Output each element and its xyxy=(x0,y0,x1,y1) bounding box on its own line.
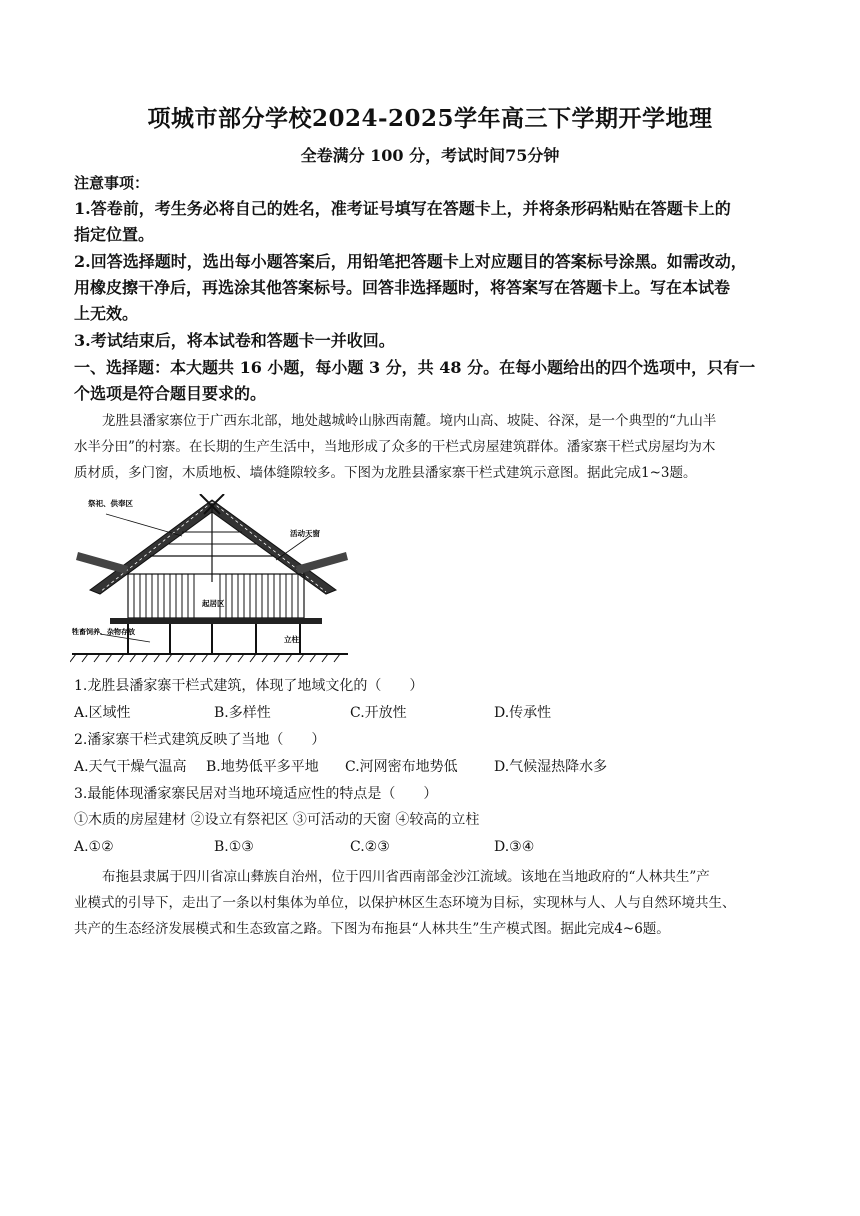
question-1-option-b: B.多样性 xyxy=(214,705,271,721)
passage-1-line-2: 水半分田”的村寨。在长期的生产生活中，当地形成了众多的干栏式房屋建筑群体。潘家寨干栏式房屋均为木 xyxy=(74,439,716,455)
notice-heading: 注意事项： xyxy=(74,174,150,192)
question-1-option-c: C.开放性 xyxy=(350,705,407,721)
question-2-option-b: B.地势低平多平地 xyxy=(206,759,319,775)
question-2-option-d: D.气候湿热降水多 xyxy=(494,759,608,775)
question-3-option-b: B.①③ xyxy=(214,839,254,855)
label-skylight: 活动天窗 xyxy=(290,529,320,538)
notice-item-2b: 用橡皮擦干净后，再选涂其他答案标号。回答非选择题时，将答案写在答题卡上。写在本试卷 xyxy=(74,278,731,297)
notice-item-1b: 指定位置。 xyxy=(74,225,155,244)
section-1-line-b: 个选项是符合题目要求的。 xyxy=(74,384,267,403)
label-living-area: 起居区 xyxy=(202,599,225,608)
question-3-option-a: A.①② xyxy=(74,839,114,855)
passage-1-line-1: 龙胜县潘家寨位于广西东北部，地处越城岭山脉西南麓。境内山高、坡陡、谷深，是一个典型的“九山半 xyxy=(102,413,717,429)
page-title: 项城市部分学校2024-2025学年高三下学期开学地理 xyxy=(147,105,713,132)
passage-2-line-2: 业模式的引导下，走出了一条以村集体为单位，以保护林区生态环境为目标，实现林与人、人与自然环境共生、 xyxy=(74,895,736,911)
passage-2-line-1: 布拖县隶属于四川省凉山彝族自治州，位于四川省西南部金沙江流域。该地在当地政府的“人林共生”产 xyxy=(102,869,710,885)
question-3-option-d: D.③④ xyxy=(494,839,535,855)
question-1-option-a: A.区域性 xyxy=(74,705,131,721)
section-1-line-a: 一、选择题：本大题共 16 小题，每小题 3 分，共 48 分。在每小题给出的四个选项中，只有一 xyxy=(74,358,756,377)
question-2-option-c: C.河网密布地势低 xyxy=(345,759,458,775)
notice-item-1a: 1.答卷前，考生务必将自己的姓名，准考证号填写在答题卡上，并将条形码粘贴在答题卡上的 xyxy=(74,199,731,218)
stilt-house-diagram xyxy=(70,494,350,666)
question-3-option-c: C.②③ xyxy=(350,839,390,855)
question-2-stem: 2.潘家寨干栏式建筑反映了当地（ ） xyxy=(74,732,326,748)
question-3-items: ①木质的房屋建材 ②设立有祭祀区 ③可活动的天窗 ④较高的立柱 xyxy=(74,812,480,828)
exam-info: 全卷满分 100 分，考试时间75分钟 xyxy=(300,146,560,165)
label-pillar: 立柱 xyxy=(284,635,299,644)
question-2-option-a: A.天气干燥气温高 xyxy=(74,759,187,775)
question-1-option-d: D.传承性 xyxy=(494,705,552,721)
notice-item-2c: 上无效。 xyxy=(74,304,139,323)
passage-2-line-3: 共产的生态经济发展模式和生态致富之路。下图为布拖县“人林共生”生产模式图。据此完成4~6题。 xyxy=(74,921,670,937)
question-1-stem: 1.龙胜县潘家寨干栏式建筑，体现了地域文化的（ ） xyxy=(74,678,424,694)
notice-item-3: 3.考试结束后，将本试卷和答题卡一并收回。 xyxy=(74,331,395,350)
passage-1-line-3: 质材质，多门窗，木质地板、墙体缝隙较多。下图为龙胜县潘家寨干栏式建筑示意图。据此完成1~3题。 xyxy=(74,465,697,481)
label-livestock-area: 牲畜饲养、杂物存放 xyxy=(72,628,135,636)
label-worship-area: 祭祀、供奉区 xyxy=(88,499,133,508)
notice-item-2a: 2.回答选择题时，选出每小题答案后，用铅笔把答题卡上对应题目的答案标号涂黑。如需改动， xyxy=(74,252,747,271)
question-3-stem: 3.最能体现潘家寨民居对当地环境适应性的特点是（ ） xyxy=(74,786,438,802)
